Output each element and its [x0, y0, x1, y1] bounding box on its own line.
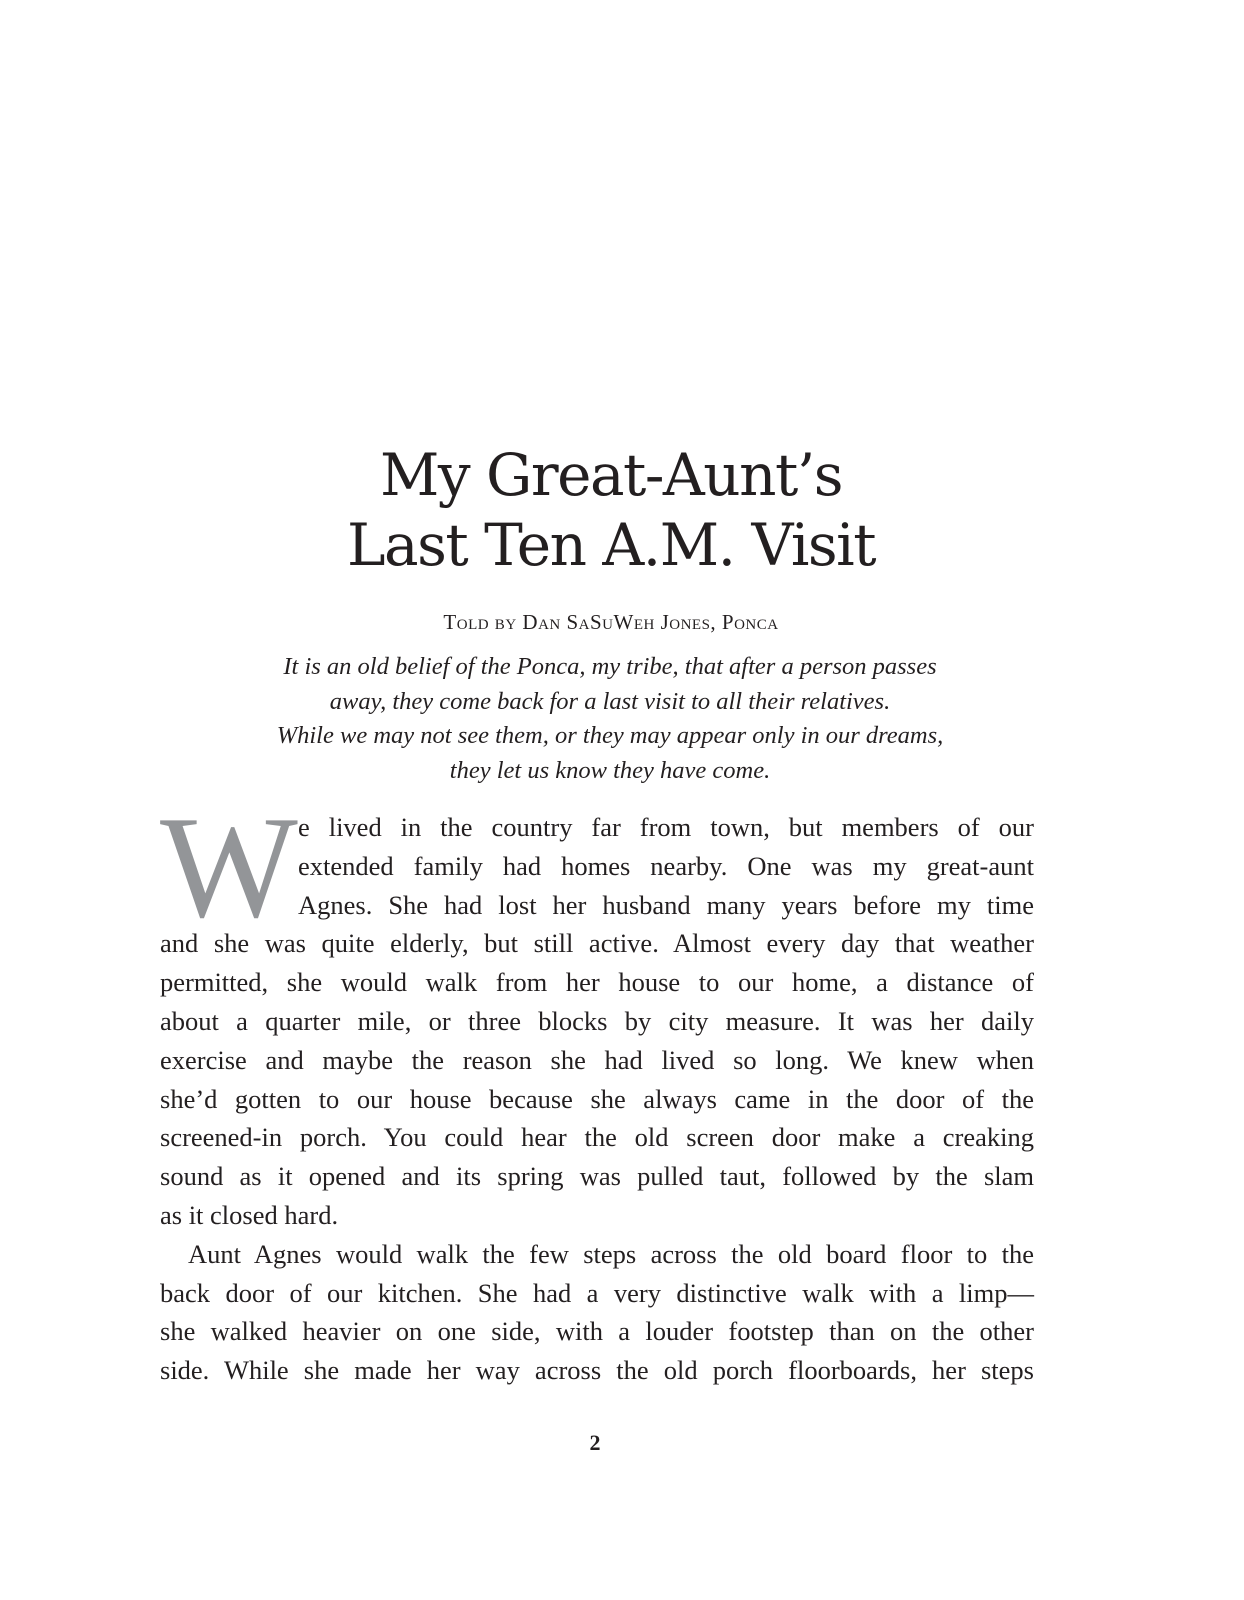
epigraph-line: they let us know they have come.	[449, 756, 771, 784]
body-line: about a quarter mile, or three blocks by city measure. It was her daily	[160, 1005, 1034, 1036]
chapter-title	[0, 440, 1222, 580]
body-line: side. While she made her way across the old porch floorboards, her steps	[160, 1355, 1034, 1386]
body-text	[160, 808, 1034, 1390]
epigraph-line: away, they come back for a last visit to all their relatives.	[329, 687, 891, 715]
body-line: permitted, she would walk from her house to our home, a distance of	[160, 967, 1034, 998]
body-line: extended family had homes nearby. One was my great-aunt	[298, 850, 1034, 881]
drop-cap: W	[160, 786, 298, 948]
chapter-title-line-2: Last Ten A.M. Visit	[346, 511, 876, 579]
body-line: back door of our kitchen. She had a very distinctive walk with a limp—	[160, 1277, 1034, 1308]
body-line: she’d gotten to our house because she always came in the door of the	[160, 1083, 1034, 1114]
body-line: Agnes. She had lost her husband many years before my time	[298, 889, 1034, 920]
body-line: as it closed hard.	[160, 1199, 339, 1230]
body-line: screened-in porch. You could hear the old screen door make a creaking	[160, 1122, 1034, 1153]
byline: Told by Dan SaSuWeh Jones, Ponca	[443, 610, 779, 634]
page-number: 2	[589, 1430, 601, 1455]
body-line: and she was quite elderly, but still active. Almost every day that weather	[160, 928, 1034, 959]
body-line: exercise and maybe the reason she had lived so long. We knew when	[160, 1044, 1034, 1075]
body-line: she walked heavier on one side, with a louder footstep than on the other	[160, 1316, 1034, 1347]
epigraph	[160, 650, 1060, 788]
body-line: sound as it opened and its spring was pulled taut, followed by the slam	[160, 1161, 1034, 1192]
epigraph-line: It is an old belief of the Ponca, my tribe, that after a person passes	[283, 653, 937, 680]
body-line: e lived in the country far from town, but members of our	[298, 812, 1034, 842]
body-line: Aunt Agnes would walk the few steps across the old board floor to the	[188, 1238, 1034, 1269]
epigraph-line: While we may not see them, or they may appear only in our dreams,	[276, 722, 944, 749]
chapter-title-line-1: My Great-Aunt’s	[379, 441, 843, 509]
